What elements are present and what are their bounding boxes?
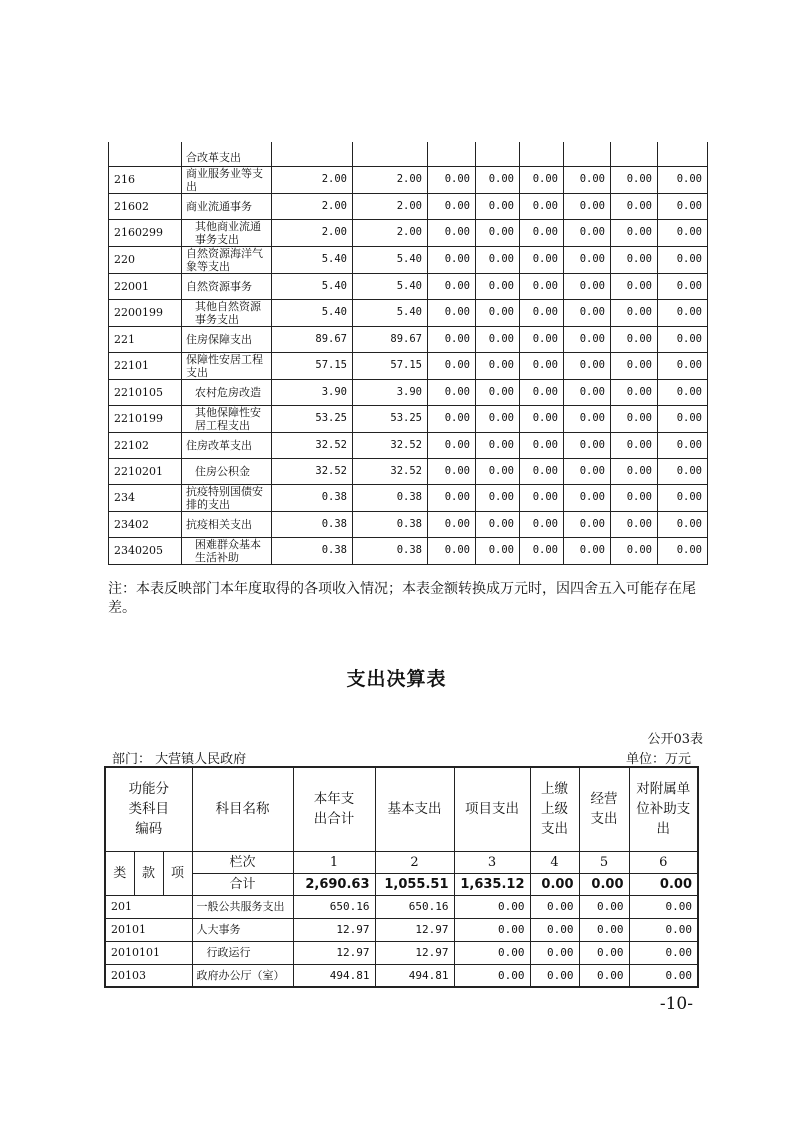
value-cell: 0.00 — [476, 246, 520, 273]
total-value: 1,635.12 — [454, 873, 530, 895]
value-cell: 0.00 — [454, 895, 530, 918]
value-cell: 0.00 — [611, 299, 658, 326]
value-cell: 0.00 — [428, 379, 476, 405]
value-cell: 0.38 — [272, 537, 353, 564]
name-cell: 农村危房改造 — [182, 379, 272, 405]
value-cell: 5.40 — [272, 273, 353, 299]
header-lei: 类 — [105, 851, 134, 895]
value-cell: 0.00 — [564, 219, 611, 246]
value-cell: 0.00 — [476, 326, 520, 352]
value-cell: 0.00 — [476, 273, 520, 299]
value-cell: 0.00 — [476, 405, 520, 432]
value-cell: 0.00 — [564, 352, 611, 379]
value-cell: 5.40 — [353, 246, 428, 273]
value-cell: 3.90 — [353, 379, 428, 405]
value-cell: 12.97 — [375, 918, 454, 941]
value-cell: 0.00 — [428, 405, 476, 432]
table-row — [109, 484, 708, 511]
value-cell: 2.00 — [272, 166, 353, 193]
value-cell: 0.00 — [476, 432, 520, 458]
value-cell: 0.00 — [530, 895, 579, 918]
value-cell: 0.00 — [428, 458, 476, 484]
value-cell: 0.00 — [520, 219, 564, 246]
value-cell: 5.40 — [353, 273, 428, 299]
value-cell: 0.00 — [428, 246, 476, 273]
value-cell: 0.00 — [658, 511, 708, 537]
value-cell: 0.00 — [454, 941, 530, 964]
value-cell: 0.00 — [428, 537, 476, 564]
value-cell: 0.00 — [454, 918, 530, 941]
value-cell: 0.00 — [658, 246, 708, 273]
col-number: 3 — [454, 851, 530, 873]
name-cell: 保障性安居工程支出 — [182, 352, 272, 379]
table-row — [109, 432, 708, 458]
department-label: 部门： 大营镇人民政府 — [112, 752, 247, 767]
value-cell: 0.00 — [476, 511, 520, 537]
value-cell: 0.00 — [611, 432, 658, 458]
value-cell: 0.00 — [530, 918, 579, 941]
code-cell: 216 — [109, 166, 182, 193]
code-cell — [109, 142, 182, 166]
value-cell: 0.00 — [658, 352, 708, 379]
value-cell: 0.00 — [658, 219, 708, 246]
value-cell: 0.00 — [428, 299, 476, 326]
value-cell: 0.00 — [520, 352, 564, 379]
value-cell: 494.81 — [293, 964, 375, 987]
value-cell: 0.00 — [476, 484, 520, 511]
value-cell: 0.38 — [272, 484, 353, 511]
value-cell: 0.00 — [658, 273, 708, 299]
value-cell: 494.81 — [375, 964, 454, 987]
value-cell: 32.52 — [353, 432, 428, 458]
table-row — [109, 537, 708, 564]
value-cell: 12.97 — [293, 941, 375, 964]
value-cell: 0.00 — [611, 537, 658, 564]
name-cell: 困难群众基本生活补助 — [182, 537, 272, 564]
table-row — [109, 352, 708, 379]
header-basic: 基本支出 — [375, 767, 454, 851]
value-cell: 0.00 — [520, 299, 564, 326]
page-title: 支出决算表 — [346, 668, 447, 690]
name-cell: 合改革支出 — [182, 142, 272, 166]
value-cell: 0.00 — [611, 246, 658, 273]
value-cell: 0.00 — [476, 299, 520, 326]
value-cell: 0.00 — [611, 458, 658, 484]
table-row — [105, 895, 698, 918]
table-row — [109, 219, 708, 246]
value-cell: 0.00 — [658, 484, 708, 511]
value-cell: 0.00 — [476, 219, 520, 246]
value-cell: 650.16 — [375, 895, 454, 918]
value-cell: 0.00 — [564, 273, 611, 299]
header-upper: 上缴上级支出 — [530, 767, 579, 851]
value-cell: 0.00 — [611, 166, 658, 193]
value-cell: 0.00 — [579, 964, 629, 987]
table-row — [105, 964, 698, 987]
code-cell: 20103 — [105, 964, 192, 987]
total-row — [105, 873, 698, 895]
value-cell: 0.00 — [658, 458, 708, 484]
value-cell: 0.38 — [272, 511, 353, 537]
value-cell: 0.00 — [520, 379, 564, 405]
value-cell: 0.00 — [428, 484, 476, 511]
total-value: 0.00 — [530, 873, 579, 895]
name-cell: 自然资源海洋气象等支出 — [182, 246, 272, 273]
table-row — [105, 941, 698, 964]
name-cell: 行政运行 — [192, 941, 293, 964]
value-cell: 12.97 — [375, 941, 454, 964]
total-label: 合计 — [192, 873, 293, 895]
value-cell: 0.00 — [520, 405, 564, 432]
value-cell: 0.00 — [564, 432, 611, 458]
value-cell: 0.00 — [611, 511, 658, 537]
header-lanci: 栏次 — [192, 851, 293, 873]
value-cell: 0.38 — [353, 511, 428, 537]
value-cell: 32.52 — [353, 458, 428, 484]
total-value: 2,690.63 — [293, 873, 375, 895]
value-cell: 0.00 — [611, 484, 658, 511]
header-subsidy: 对附属单位补助支出 — [629, 767, 698, 851]
table-row — [109, 273, 708, 299]
expenditure-table — [104, 766, 699, 988]
value-cell: 0.00 — [611, 379, 658, 405]
value-cell: 0.00 — [520, 537, 564, 564]
code-cell: 23402 — [109, 511, 182, 537]
code-cell: 2010101 — [105, 941, 192, 964]
table-row — [109, 193, 708, 219]
col-number: 5 — [579, 851, 629, 873]
value-cell: 0.00 — [658, 405, 708, 432]
value-cell: 2.00 — [272, 219, 353, 246]
value-cell: 0.00 — [658, 326, 708, 352]
table-row — [109, 511, 708, 537]
code-cell: 20101 — [105, 918, 192, 941]
value-cell: 89.67 — [353, 326, 428, 352]
value-cell: 0.00 — [564, 326, 611, 352]
name-cell: 抗疫特别国债安排的支出 — [182, 484, 272, 511]
income-table-continued — [108, 142, 708, 565]
table-number: 公开03表 — [647, 732, 703, 747]
code-cell: 2160299 — [109, 219, 182, 246]
table-row — [109, 458, 708, 484]
value-cell: 32.52 — [272, 432, 353, 458]
code-cell: 22101 — [109, 352, 182, 379]
value-cell: 0.00 — [520, 273, 564, 299]
value-cell: 0.00 — [658, 432, 708, 458]
value-cell: 0.00 — [611, 405, 658, 432]
value-cell: 5.40 — [272, 299, 353, 326]
value-cell: 0.00 — [611, 352, 658, 379]
code-cell: 221 — [109, 326, 182, 352]
table-row — [109, 166, 708, 193]
name-cell: 商业服务业等支出 — [182, 166, 272, 193]
value-cell: 0.00 — [658, 537, 708, 564]
value-cell: 0.00 — [520, 326, 564, 352]
value-cell: 0.00 — [564, 458, 611, 484]
value-cell: 32.52 — [272, 458, 353, 484]
header-subject-name: 科目名称 — [192, 767, 293, 851]
value-cell: 5.40 — [272, 246, 353, 273]
code-cell: 201 — [105, 895, 192, 918]
value-cell: 53.25 — [272, 405, 353, 432]
code-cell: 2210105 — [109, 379, 182, 405]
sub-header-row — [105, 851, 698, 873]
header-project: 项目支出 — [454, 767, 530, 851]
total-value: 0.00 — [629, 873, 698, 895]
code-cell: 2200199 — [109, 299, 182, 326]
table-row — [109, 142, 708, 166]
table-row — [109, 246, 708, 273]
value-cell: 0.00 — [428, 352, 476, 379]
code-cell: 2210199 — [109, 405, 182, 432]
value-cell: 57.15 — [353, 352, 428, 379]
name-cell: 其他商业流通事务支出 — [182, 219, 272, 246]
col-number: 6 — [629, 851, 698, 873]
header-total: 本年支出合计 — [293, 767, 375, 851]
value-cell: 0.00 — [530, 964, 579, 987]
value-cell: 0.00 — [428, 326, 476, 352]
value-cell: 0.00 — [520, 458, 564, 484]
total-value: 1,055.51 — [375, 873, 454, 895]
value-cell: 0.00 — [476, 458, 520, 484]
value-cell: 0.00 — [579, 941, 629, 964]
table-row — [109, 326, 708, 352]
value-cell: 0.00 — [611, 219, 658, 246]
value-cell: 0.00 — [611, 273, 658, 299]
value-cell: 0.00 — [564, 484, 611, 511]
value-cell: 2.00 — [353, 219, 428, 246]
header-xiang: 项 — [163, 851, 192, 895]
value-cell: 0.00 — [629, 895, 698, 918]
header-func-code: 功能分类科目编码 — [105, 767, 192, 851]
value-cell: 0.00 — [564, 299, 611, 326]
value-cell: 0.00 — [428, 432, 476, 458]
name-cell: 政府办公厅（室） — [192, 964, 293, 987]
table-row — [109, 379, 708, 405]
value-cell: 0.00 — [530, 941, 579, 964]
value-cell: 0.00 — [611, 193, 658, 219]
value-cell: 5.40 — [353, 299, 428, 326]
code-cell: 220 — [109, 246, 182, 273]
value-cell: 0.00 — [454, 964, 530, 987]
value-cell: 89.67 — [272, 326, 353, 352]
value-cell: 0.00 — [564, 511, 611, 537]
code-cell: 22102 — [109, 432, 182, 458]
name-cell: 住房保障支出 — [182, 326, 272, 352]
value-cell: 0.00 — [564, 166, 611, 193]
value-cell: 2.00 — [353, 166, 428, 193]
name-cell: 商业流通事务 — [182, 193, 272, 219]
value-cell: 0.00 — [658, 379, 708, 405]
value-cell: 0.00 — [520, 166, 564, 193]
value-cell: 57.15 — [272, 352, 353, 379]
total-value: 0.00 — [579, 873, 629, 895]
value-cell: 0.00 — [476, 193, 520, 219]
value-cell: 0.00 — [428, 193, 476, 219]
name-cell: 其他保障性安居工程支出 — [182, 405, 272, 432]
value-cell: 12.97 — [293, 918, 375, 941]
value-cell: 53.25 — [353, 405, 428, 432]
value-cell: 0.00 — [658, 299, 708, 326]
value-cell: 0.00 — [520, 432, 564, 458]
value-cell: 0.00 — [428, 166, 476, 193]
value-cell: 0.00 — [428, 273, 476, 299]
unit-label: 单位：万元 — [625, 752, 691, 767]
col-number: 4 — [530, 851, 579, 873]
value-cell: 650.16 — [293, 895, 375, 918]
value-cell: 0.00 — [476, 379, 520, 405]
page-number: -10- — [659, 994, 693, 1014]
name-cell: 抗疫相关支出 — [182, 511, 272, 537]
value-cell: 0.00 — [564, 379, 611, 405]
value-cell: 0.00 — [520, 484, 564, 511]
name-cell: 自然资源事务 — [182, 273, 272, 299]
value-cell: 0.00 — [564, 246, 611, 273]
value-cell: 0.00 — [579, 895, 629, 918]
name-cell: 其他自然资源事务支出 — [182, 299, 272, 326]
value-cell: 0.00 — [629, 941, 698, 964]
value-cell: 0.00 — [476, 352, 520, 379]
value-cell: 0.00 — [629, 964, 698, 987]
name-cell: 住房公积金 — [182, 458, 272, 484]
value-cell: 0.38 — [353, 537, 428, 564]
table-row — [109, 405, 708, 432]
code-cell: 21602 — [109, 193, 182, 219]
header-kuan: 款 — [134, 851, 163, 895]
col-number: 2 — [375, 851, 454, 873]
header-row — [105, 767, 698, 851]
value-cell: 0.00 — [520, 511, 564, 537]
value-cell: 0.00 — [658, 166, 708, 193]
name-cell: 住房改革支出 — [182, 432, 272, 458]
value-cell: 2.00 — [353, 193, 428, 219]
name-cell: 一般公共服务支出 — [192, 895, 293, 918]
code-cell: 22001 — [109, 273, 182, 299]
value-cell: 0.00 — [611, 326, 658, 352]
col-number: 1 — [293, 851, 375, 873]
value-cell: 0.00 — [579, 918, 629, 941]
value-cell: 0.00 — [476, 166, 520, 193]
code-cell: 2210201 — [109, 458, 182, 484]
value-cell: 0.00 — [520, 193, 564, 219]
value-cell: 0.00 — [520, 246, 564, 273]
value-cell: 0.00 — [564, 193, 611, 219]
code-cell: 234 — [109, 484, 182, 511]
value-cell: 0.00 — [476, 537, 520, 564]
code-cell: 2340205 — [109, 537, 182, 564]
table-row — [109, 299, 708, 326]
table-note: 注：本表反映部门本年度取得的各项收入情况；本表金额转换成万元时，因四舍五入可能存在尾差。 — [108, 581, 696, 616]
value-cell: 0.00 — [564, 537, 611, 564]
value-cell: 3.90 — [272, 379, 353, 405]
value-cell: 0.00 — [428, 219, 476, 246]
value-cell: 0.00 — [629, 918, 698, 941]
value-cell: 2.00 — [272, 193, 353, 219]
table-row — [105, 918, 698, 941]
header-business: 经营支出 — [579, 767, 629, 851]
name-cell: 人大事务 — [192, 918, 293, 941]
value-cell: 0.00 — [428, 511, 476, 537]
value-cell: 0.00 — [564, 405, 611, 432]
value-cell: 0.38 — [353, 484, 428, 511]
value-cell: 0.00 — [658, 193, 708, 219]
